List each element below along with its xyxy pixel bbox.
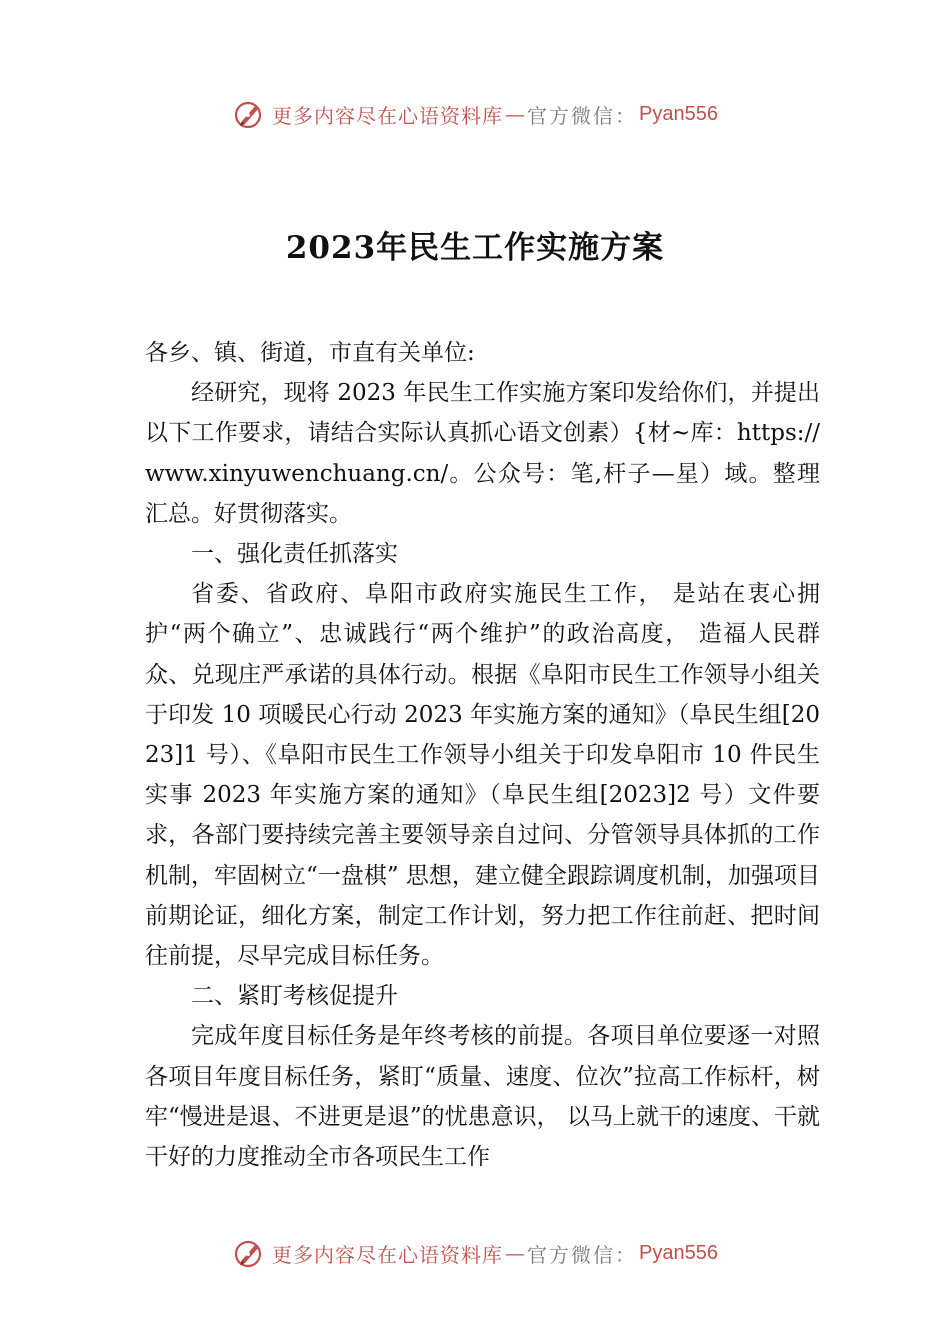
watermark-wechat-id: Pyan556 — [639, 1241, 718, 1264]
watermark-wechat-label: 官方微信： — [527, 1242, 638, 1267]
watermark-wechat-label: 官方微信： — [527, 103, 638, 128]
watermark-library-text: 更多内容尽在心语资料库 — [272, 1242, 504, 1267]
watermark-wechat-id: Pyan556 — [639, 102, 718, 125]
paragraph-intro: 经研究，现将 2023 年民生工作实施方案印发给你们，并提出以下工作要求，请结合实际认真抓心语文创素）{材~库：https://www.xinyuwenchuang.cn/。公众号：笔,杆子—星）域。整理汇总。好贯彻落实。 — [145, 380, 820, 527]
watermark-dash: — — [505, 1241, 526, 1265]
watermark-library-text: 更多内容尽在心语资料库 — [272, 103, 504, 128]
paragraph-section-2: 完成年度目标任务是年终考核的前提。各项目单位要逐一对照各项目年度目标任务，紧盯“质量、速度、位次”拉高工作标杆，树牢“慢进是退、不进更是退”的忧患意识， 以马上就干的速度、干就干好的力度推动全市各项民生工作 — [145, 1023, 820, 1171]
watermark-dash: — — [505, 102, 526, 126]
pen-logo-icon — [232, 1236, 266, 1270]
pen-logo-icon — [232, 97, 266, 131]
document-title: 2023年民生工作实施方案 — [285, 230, 665, 266]
salutation: 各乡、镇、街道，市直有关单位: — [145, 340, 475, 366]
section-heading-2: 二、紧盯考核促提升 — [191, 983, 398, 1010]
header-watermark — [0, 94, 950, 134]
document-body — [145, 333, 820, 1177]
section-heading-1: 一、强化责任抓落实 — [191, 541, 398, 568]
footer-watermark — [0, 1233, 950, 1273]
paragraph-section-1: 省委、省政府、阜阳市政府实施民生工作， 是站在衷心拥护“两个确立”、忠诚践行“两个维护”的政治高度， 造福人民群众、兑现庄严承诺的具体行动。根据《阜阳市民生工作领导小组关于印发 10 项暖民心行动 2023 年实施方案的通知》（阜民生组[2023]1 号）、《阜阳市民生工作领导小组关于印发阜阳市 10 件民生实事 2023 年实施方案的通知》（阜民生组[2023]2 号）文件要求，各部门要持续完善主要领导亲自过问、分管领导具体抓的工作机制，牢固树立“一盘棋” 思想，建立健全跟踪调度机制，加强项目前期论证，细化方案，制定工作计划，努力把工作往前赶、把时间往前提，尽早完成目标任务。 — [145, 581, 820, 970]
